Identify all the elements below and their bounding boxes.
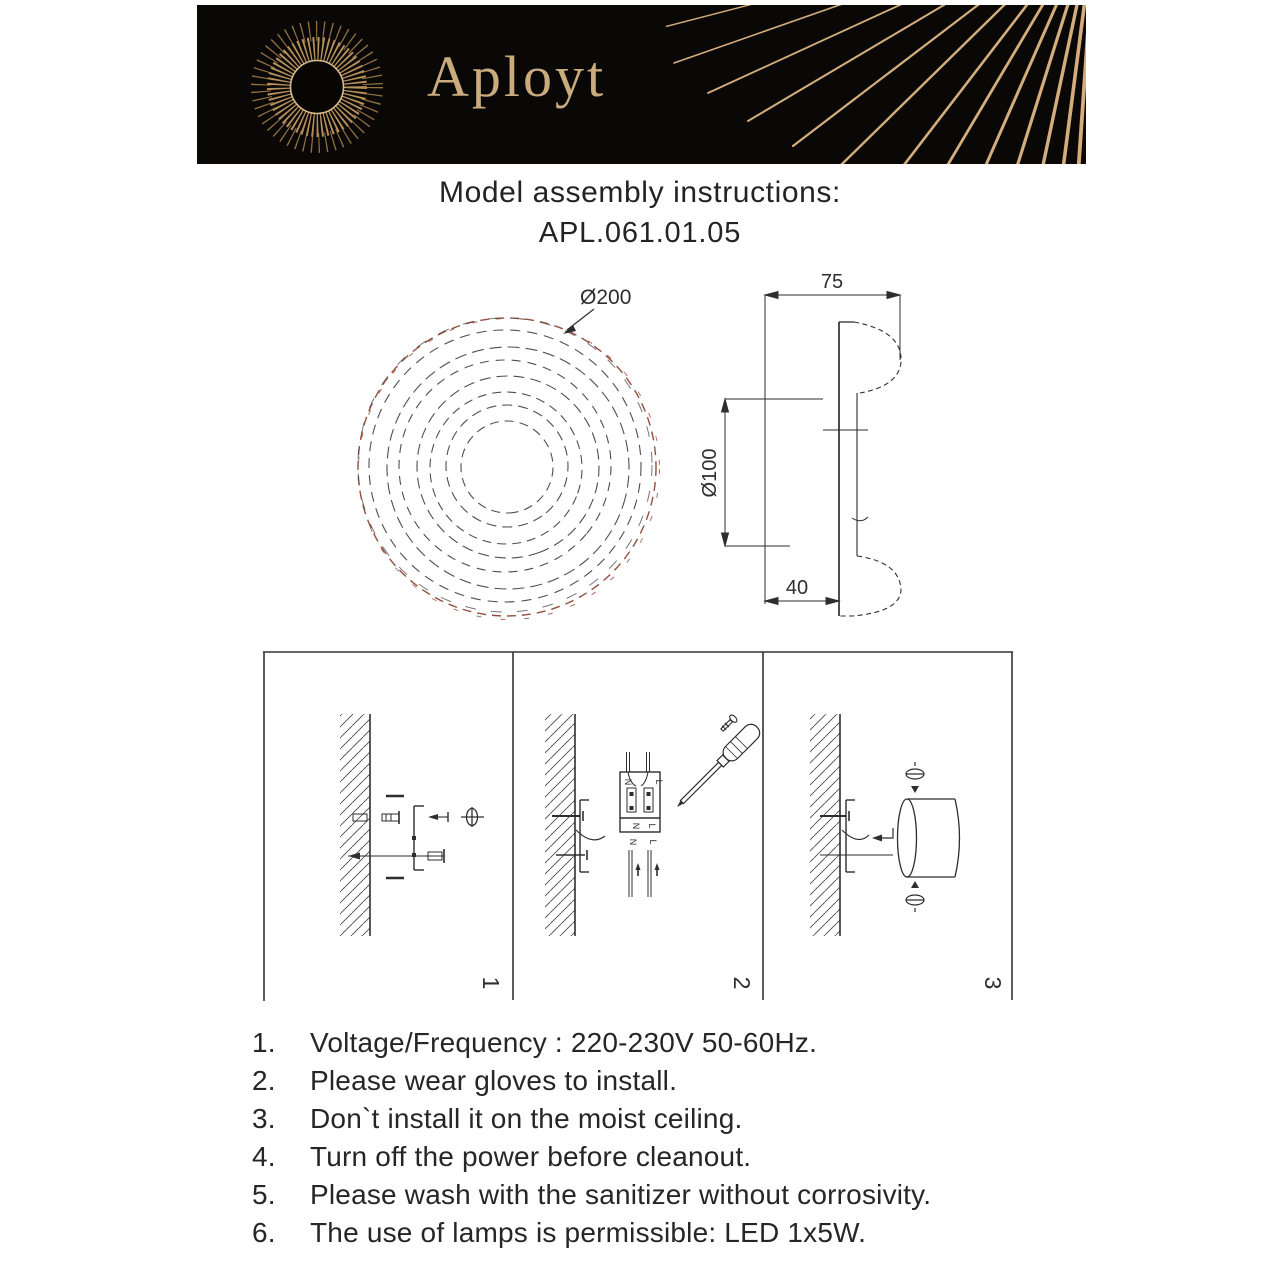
item-number: 2. (252, 1065, 276, 1096)
lamp-body (898, 799, 960, 877)
wall-section (545, 714, 575, 936)
attach-arrow (872, 828, 893, 842)
item-text: Please wear gloves to install. (310, 1065, 678, 1096)
list-item (252, 1103, 1092, 1141)
terminal-bottom-label-n: N (631, 822, 641, 830)
gold-rays-decoration (666, 5, 1086, 164)
list-item (252, 1141, 1092, 1179)
item-text: Please wash with the sanitizer without corrosivity. (310, 1179, 932, 1210)
wall-section (340, 714, 370, 936)
screw-top (382, 811, 399, 824)
terminal-block (620, 752, 660, 832)
title-block (0, 176, 1280, 250)
wire-label-l: L (648, 839, 658, 845)
item-number: 1. (252, 1027, 276, 1058)
step-number-1: 1 (478, 976, 504, 990)
terminal-label-l: L (654, 779, 664, 785)
item-number: 3. (252, 1103, 276, 1134)
wire-label-n: N (628, 838, 638, 846)
starburst-logo-icon (237, 7, 397, 164)
screw-icon-bottom (906, 895, 924, 912)
diameter-200-label: Ø200 (580, 286, 632, 309)
screw-icon-top (906, 762, 924, 779)
list-item (252, 1179, 1092, 1217)
screw-icon (461, 807, 484, 827)
step-1-diagram (340, 714, 504, 989)
brand-banner (197, 5, 1086, 164)
item-text: Don`t install it on the moist ceiling. (310, 1103, 743, 1134)
instruction-list (252, 1027, 1092, 1255)
terminal-label-n: N (623, 778, 633, 786)
diameter-100-label: Ø100 (699, 448, 721, 498)
item-text: Turn off the power before cleanout. (310, 1141, 752, 1172)
wall-section (810, 714, 840, 936)
terminal-bottom-label-l: L (647, 823, 657, 829)
model-number: APL.061.01.05 (538, 217, 742, 249)
assembly-steps-panels (263, 650, 1013, 1002)
item-number: 4. (252, 1141, 276, 1172)
step-number-3: 3 (980, 976, 1006, 990)
list-item (252, 1217, 1092, 1255)
lamp-top-view-drawing (350, 280, 670, 630)
screwdriver-icon (671, 721, 763, 813)
screw-icon (719, 714, 738, 733)
step-number-2: 2 (729, 976, 755, 990)
item-text: Voltage/Frequency : 220-230V 50-60Hz. (310, 1027, 818, 1058)
lamp-side-view-drawing (690, 255, 940, 635)
depth-40-label: 40 (785, 577, 809, 599)
step-3-diagram (810, 714, 1006, 989)
width-75-label: 75 (820, 271, 844, 293)
supply-wires (629, 850, 660, 897)
step-2-diagram (545, 714, 763, 990)
brand-name: Aployt (427, 44, 607, 109)
lamp-profile (823, 322, 901, 616)
list-item (252, 1065, 1092, 1103)
item-text: The use of lamps is permissible: LED 1x5W. (310, 1217, 867, 1248)
page-title: Model assembly instructions: (439, 176, 841, 209)
item-number: 5. (252, 1179, 276, 1210)
item-number: 6. (252, 1217, 276, 1248)
list-item (252, 1027, 1092, 1065)
mounting-bracket (412, 806, 424, 870)
